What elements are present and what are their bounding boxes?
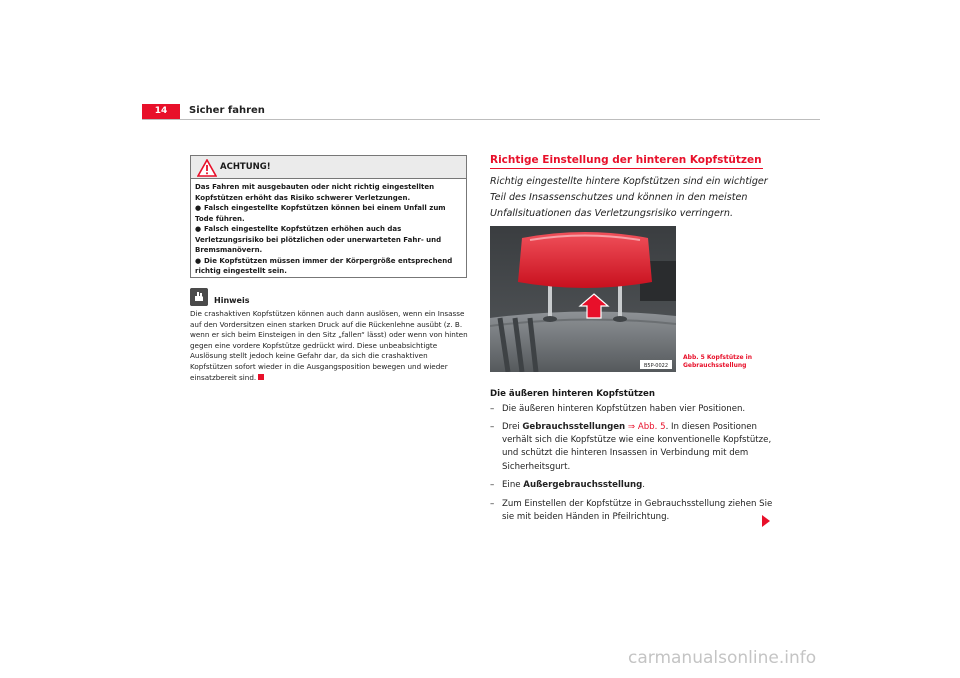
- bullet-icon: ●: [195, 256, 202, 265]
- warning-bullet: ● Falsch eingestellte Kopfstützen können bei einem Unfall zum Tode führen.: [195, 204, 446, 223]
- continue-arrow-icon: [762, 515, 770, 527]
- figure-caption: Abb. 5 Kopfstütze in Gebrauchsstellung: [683, 354, 752, 369]
- headrest-figure: [490, 226, 676, 372]
- section-lead: Richtig eingestellte hintere Kopfstützen sind ein wichtiger Teil des Insassenschutzes und können in den meisten Unfallsituationen das Verletzungsrisiko verringern.: [490, 176, 768, 219]
- list-item: – Drei Gebrauchsstellungen ⇒ Abb. 5. In diesen Positionen verhält sich die Kopfstütze wie eine konventionelle Kopfstütze, und schützt die hinteren Insassen in Verbindung mit dem Sicherheitsgurt.: [490, 422, 772, 472]
- bullet-icon: ●: [195, 225, 202, 233]
- figure-code: B5P-0022: [643, 363, 669, 369]
- warning-triangle-icon: [197, 159, 217, 177]
- section-rule: [490, 168, 763, 169]
- warning-header: [191, 156, 466, 179]
- bullet-icon: ●: [195, 204, 202, 212]
- list-item: – Zum Einstellen der Kopfstütze in Gebrauchsstellung ziehen Sie sie mit beiden Händen in Pfeilrichtung.: [490, 499, 773, 523]
- page-number: 14: [142, 104, 180, 119]
- watermark: carmanualsonline.info: [628, 648, 817, 668]
- warning-bullet: ● Falsch eingestellte Kopfstützen erhöhen auch das Verletzungsrisiko bei plötzlichen oder unerwarteten Fahr- und Bremsmanövern.: [195, 225, 442, 254]
- figure-reference-link[interactable]: ⇒ Abb. 5: [625, 422, 666, 432]
- warning-box: [190, 155, 467, 278]
- warning-bullet: ● Die Kopfstützen müssen immer der Körpergröße entsprechend richtig eingestellt sein.: [195, 256, 453, 275]
- note-hand-icon: [190, 288, 208, 306]
- section-end-marker: [258, 374, 264, 380]
- running-header: Sicher fahren: [189, 105, 265, 116]
- subsection-title: Die äußeren hinteren Kopfstützen: [490, 389, 655, 399]
- warning-intro: Das Fahren mit ausgebauten oder nicht richtig eingestellten Kopfstützen erhöht das Risiko schwerer Verletzungen.: [195, 183, 435, 202]
- header-rule: [142, 119, 820, 120]
- warning-title: ACHTUNG!: [220, 162, 271, 172]
- note-title: Hinweis: [214, 296, 250, 305]
- note-body: Die crashaktiven Kopfstützen können auch dann auslösen, wenn ein Insasse auf den Vordersitzen einen starken Druck auf die Rückenlehne ausübt (z. B. wenn er sich beim Einsteigen in den Sitz „fallen“ lässt) oder wenn von hinten gegen eine vordere Kopfstütze gedrückt wird. Diese unbeabsichtigte Auslösung stellt jedoch keine Gefahr dar, da sich die crashaktiven Kopfstützen sofort wieder in die Ausgangsposition bewegen und wieder einsatzbereit sind.: [190, 309, 468, 382]
- warning-body: [191, 179, 466, 277]
- list-item: – Eine Außergebrauchsstellung.: [490, 480, 645, 490]
- list-item: – Die äußeren hinteren Kopfstützen haben vier Positionen.: [490, 404, 746, 414]
- section-title: Richtige Einstellung der hinteren Kopfstützen: [490, 154, 762, 166]
